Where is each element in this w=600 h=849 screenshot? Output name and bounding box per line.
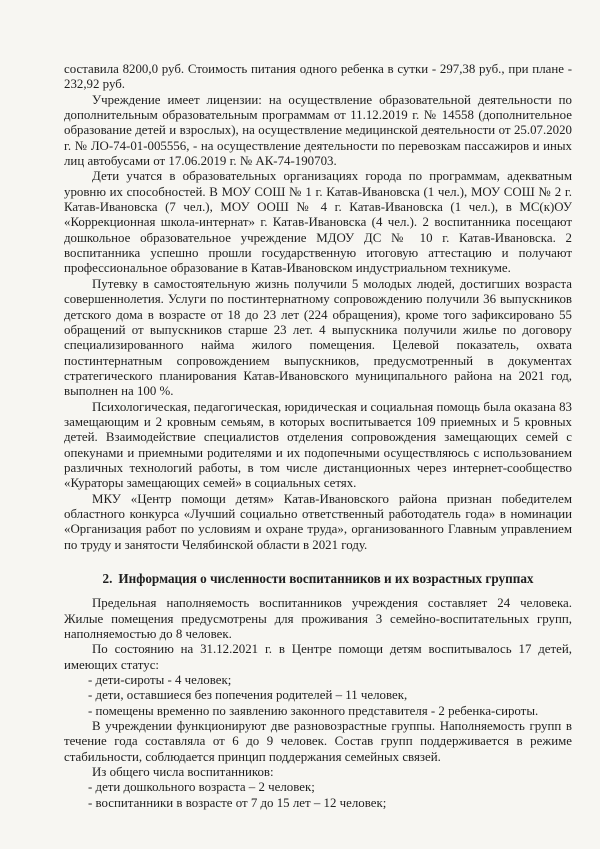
paragraph-family-support: Психологическая, педагогическая, юридическая и социальная помощь была оказана 83 замещающим и 2 кровным семьям, в которых воспитывается 109 приемных и 5 кровных детей. Взаимодействие специалистов отделения сопровождения замещающих семей с опекунами и приемными родителями и их подопечными осуществляюсь с использованием различных технологий работы, в том числе дистанционных через интернет-сообщество «Кураторы замещающих семей» в социальных сетях. <box>64 399 572 491</box>
section-number: 2. <box>102 571 113 586</box>
paragraph-capacity: Предельная наполняемость воспитанников учреждения составляет 24 человека. Жилые помещения предусмотрены для проживания 3 семейно-воспитательных групп, наполняемостью до 8 человек. <box>64 596 572 642</box>
paragraph-total-intro: Из общего числа воспитанников: <box>92 765 274 780</box>
list-item-preschool: - дети дошкольного возраста – 2 человек; <box>88 780 315 795</box>
paragraph-licenses: Учреждение имеет лицензии: на осуществление образовательной деятельности по дополнительным образовательным программам от 11.12.2019 г. № 14558 (дополнительное образование детей и взрослых), на осуществление медицинской деятельности от 25.07.2020 г. № ЛО-74-01-005556, - на осуществление деятельности по перевозкам пассажиров и иных лиц автобусами от 17.06.2019 г. № АК-74-190703. <box>64 92 572 169</box>
section-heading <box>64 571 572 586</box>
list-item-school-age: - воспитанники в возрасте от 7 до 15 лет – 12 человек; <box>88 795 387 810</box>
paragraph-graduates: Путевку в самостоятельную жизнь получили 5 молодых людей, достигших возраста совершеннолетия. Услуги по постинтернатному сопровождению получили 36 выпускников детского дома в возрасте от 18 до 23 лет (224 обращения), кроме того зафиксировано 55 обращений от выпускников старше 23 лет. 4 выпускника получили жилье по договору специализированного найма жилого помещения. Целевой показатель, охвата постинтернатным сопровождением выпускников, предусмотренный в документах стратегического планирования Катав-Ивановского муниципального района на 2021 год, выполнен на 100 %. <box>64 276 572 399</box>
document-body <box>64 62 572 811</box>
list-item-temporary: - помещены временно по заявлению законного представителя - 2 ребенка-сироты. <box>88 703 539 718</box>
paragraph-status-intro: По состоянию на 31.12.2021 г. в Центре помощи детям воспитывалось 17 детей, имеющих статус: <box>64 642 572 672</box>
paragraph-food-cost: составила 8200,0 руб. Стоимость питания одного ребенка в сутки - 297,38 руб., при плане - 232,92 руб. <box>64 62 572 92</box>
section-title: Информация о численности воспитанников и их возрастных группах <box>118 571 534 586</box>
list-item-orphans: - дети-сироты - 4 человек; <box>88 673 232 688</box>
list-item-without-care: - дети, оставшиеся без попечения родителей – 11 человек, <box>88 688 408 703</box>
paragraph-schools: Дети учатся в образовательных организациях города по программам, адекватным уровню их способностей. В МОУ СОШ № 1 г. Катав-Ивановска (1 чел.), МОУ СОШ № 2 г. Катав-Ивановска (7 чел.), МОУ ООШ № 4 г. Катав-Ивановска (1 чел.), в МС(к)ОУ «Коррекционная школа-интернат» г. Катав-Ивановска (4 чел.). 2 воспитанника посещают дошкольное образовательное учреждение МДОУ ДС № 10 г. Катав-Ивановска. 2 воспитанника успешно прошли государственную итоговую аттестацию и получают профессиональное образование в Катав-Ивановском индустриальном техникуме. <box>64 169 572 276</box>
paragraph-award: МКУ «Центр помощи детям» Катав-Ивановского района признан победителем областного конкурса «Лучший социально ответственный работодатель года» в номинации «Организация работ по условиям и охране труда», организованного Главным управлением по труду и занятости Челябинской области в 2021 году. <box>64 491 572 552</box>
paragraph-groups: В учреждении функционируют две разновозрастные группы. Наполняемость групп в течение года составляла от 6 до 9 человек. Состав групп поддерживается в режиме стабильности, соблюдается принцип поддержания семейных связей. <box>64 719 572 764</box>
